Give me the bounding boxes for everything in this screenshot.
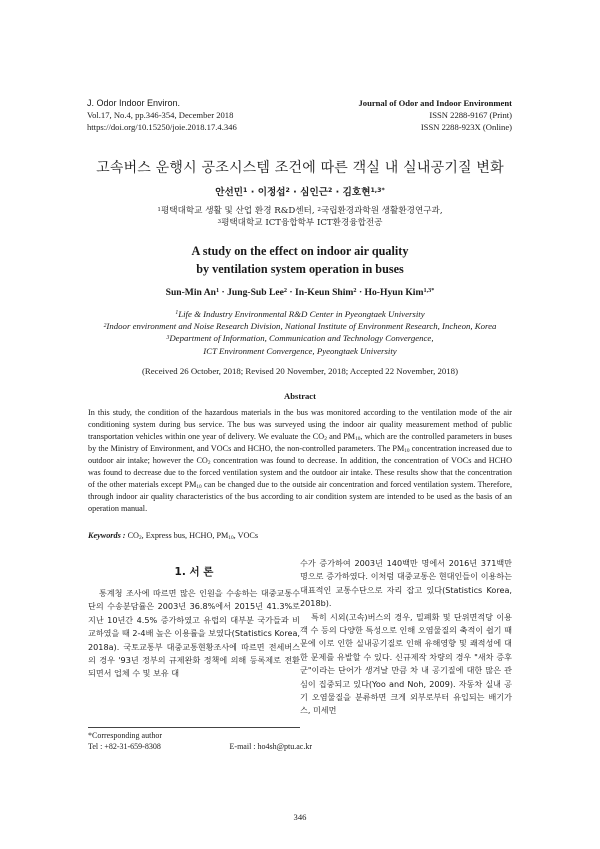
english-affil-3b: ICT Environment Convergence, Pyeongtaek University [203, 345, 397, 356]
subscript: 10 [196, 484, 202, 491]
journal-header-right [272, 97, 512, 133]
affil-sup: 3 [217, 218, 222, 225]
abstract-text: , which are the controlled parameters in buses by the Ministry of Environment, and VOCs and HCHO, the non-controlled parameters. The PM [88, 432, 512, 453]
keyword-text: , Express bus, HCHO, PM [141, 531, 229, 540]
telephone: Tel : +82-31-659-8308 [88, 742, 161, 751]
abstract-heading: Abstract [284, 391, 316, 401]
journal-short-name: J. Odor Indoor Environ. [87, 98, 181, 108]
author-name: In-Keun Shim [295, 287, 354, 298]
subscript: 10 [404, 448, 410, 455]
affil-text: Life & Industry Environmental R&D Center in Pyeongtaek University [178, 309, 425, 319]
affil-text: 평택대학교 생활 및 산업 환경 R&D센터, [160, 206, 318, 216]
author-name: 김호현 [342, 187, 371, 198]
received-dates: (Received 26 October, 2018; Revised 20 November, 2018; Accepted 22 November, 2018) [141, 366, 459, 376]
author-separator: · [219, 287, 228, 298]
author-separator: · [332, 187, 343, 198]
journal-full-name: Journal of Odor and Indoor Environment [358, 98, 512, 108]
keywords-label: Keywords : [88, 531, 128, 540]
subscript: 2 [138, 535, 142, 542]
volume-line: Vol.17, No.4, pp.346-354, December 2018 [87, 110, 234, 120]
paragraph: 수가 증가하여 2003년 140백만 명에서 2016년 371백만 명으로 증가하였다. 이처럼 대중교통은 현대인들이 이용하는 대표적인 교통수단으로 자리 잡고 있다(Statistics Korea, 2018b). [300, 558, 512, 609]
affil-text: 국립환경과학원 생활환경연구과, [320, 206, 443, 216]
author-name: Ho-Hyun Kim [364, 287, 424, 298]
author-sup: 2 [353, 287, 357, 295]
english-title-line1: A study on the effect on indoor air quality [191, 244, 409, 258]
author-sup: 1,3* [423, 287, 435, 295]
author-sup: 1 [216, 287, 220, 295]
abstract-text: and PM [326, 432, 356, 441]
abstract-text: concentration increased due to outdoor air intake; however the CO [88, 444, 512, 465]
affil-text: Indoor environment and Noise Research Division, National Institute of Environment Research, Incheon, Korea [106, 321, 497, 332]
author-name: 안선민 [215, 187, 244, 198]
subscript: 2 [324, 436, 327, 443]
english-affil-1 [0, 308, 600, 320]
affil-sup: 1 [175, 310, 179, 317]
abstract-body [88, 407, 512, 515]
author-sup: 1 [243, 187, 248, 195]
doi-link[interactable]: https://doi.org/10.15250/joie.2018.17.4.346 [87, 122, 237, 132]
author-separator: · [356, 287, 365, 298]
issn-print: ISSN 2288-9167 (Print) [429, 110, 512, 120]
affil-sup: 2 [317, 206, 321, 213]
keyword-text: , VOCs [233, 531, 259, 540]
korean-authors [0, 184, 600, 198]
abstract-text: In this study, the condition of the hazardous materials in the bus was monitored according to the ventilation mode of the air conditioning system during bus service. The bus was surveyed using the indoor air quality measurement method of public transportation vehicles within one year of delivery. We evaluate the CO [88, 408, 512, 441]
korean-affil-line2 [0, 217, 600, 229]
paragraph: 특히 시외(고속)버스의 경우, 밀폐화 및 단위면적당 이용객 수 등의 다양한 특성으로 인해 오염물질의 축적이 쉽기 때문에 이로 인한 실내공기질로 인해 유해영향 및 쾌적성에 대한 문제를 유발할 수 있다. 신규제작 차량의 경우 "새차 증후군"이라는 단어가 생겨날 만큼 차 내 공기질에 대한 많은 관심이 집중되고 있다(Yoo and Noh, 2009). 자동차 실내 공기 오염물질을 분류하면 크게 외부로부터 유입되는 배기가스, 미세먼 [300, 611, 512, 716]
author-separator: · [287, 287, 296, 298]
author-name: Sun-Min An [165, 287, 216, 298]
affil-text: 평택대학교 ICT융합학부 ICT환경융합전공 [221, 218, 383, 228]
subscript: 10 [355, 436, 361, 443]
author-name: 이정섭 [257, 187, 286, 198]
english-affil-3 [0, 332, 600, 344]
right-column [300, 557, 512, 718]
author-sup: 2 [283, 287, 288, 295]
subscript: 2 [207, 460, 211, 467]
paragraph: 통계청 조사에 따르면 많은 인원을 수송하는 대중교통수단의 수송분담률은 2003년 36.8%에서 2015년 41.3%로 지난 10년간 4.5% 증가하였고 유럽의 대부분 국가들과 비교하였을 때 2-4배 높은 이용률을 보였다(Statistics Korea, 2018a). 국토교통부 대중교통현황조사에 따르면 전세버스의 경우 '93년 정부의 규제완화 정책에 의해 등록제로 전환되면서 업체 수 및 보유 대 [88, 588, 300, 679]
abstract-text: can be changed due to the outside air concentration and forced ventilation system. Therefore, through indoor air quality characteristics of the bus according to air condition system are intended to be used as the basis of an operation manual. [88, 480, 512, 513]
english-affil-2 [0, 320, 600, 332]
contact-line [88, 742, 312, 751]
footnote-divider [88, 727, 300, 728]
abstract-text: concentration was found to decrease. In addition, the concentration of VOCs and HCHO was found to decrease due to the forced ventilation system and the outdoor air intake. These results show that the concentration of the other materials except PM [88, 456, 513, 489]
page-number: 346 [293, 812, 307, 822]
english-title [0, 243, 600, 278]
section-heading: 1. 서 론 [174, 566, 214, 578]
author-sup: 1,3* [370, 187, 385, 195]
affil-text: Department of Information, Communication and Technology Convergence, [169, 333, 434, 344]
korean-title: 고속버스 운행시 공조시스템 조건에 따른 객실 내 실내공기질 변화 [96, 160, 504, 176]
email[interactable]: E-mail : ho4sh@ptu.ac.kr [229, 742, 312, 751]
author-separator: · [289, 187, 301, 198]
english-title-line2: by ventilation system operation in buses [196, 261, 404, 276]
subscript: 10 [228, 535, 234, 542]
issn-online: ISSN 2288-923X (Online) [420, 122, 512, 132]
affil-sup: 3 [166, 334, 170, 341]
affil-sup: 2 [103, 322, 107, 329]
korean-affiliations [0, 205, 600, 229]
affil-sup: 1 [157, 206, 161, 213]
keyword-text: CO [127, 531, 139, 540]
author-separator: · [247, 187, 258, 198]
english-authors [0, 287, 600, 298]
author-sup: 2 [285, 187, 290, 195]
keywords [88, 531, 512, 540]
english-affiliations [0, 308, 600, 357]
author-name: Jung-Sub Lee [227, 287, 284, 298]
author-sup: 2 [327, 187, 333, 195]
korean-affil-line1 [0, 205, 600, 217]
left-column [88, 587, 300, 681]
corresponding-author: *Corresponding author [88, 731, 162, 740]
author-name: 심인근 [300, 187, 328, 198]
